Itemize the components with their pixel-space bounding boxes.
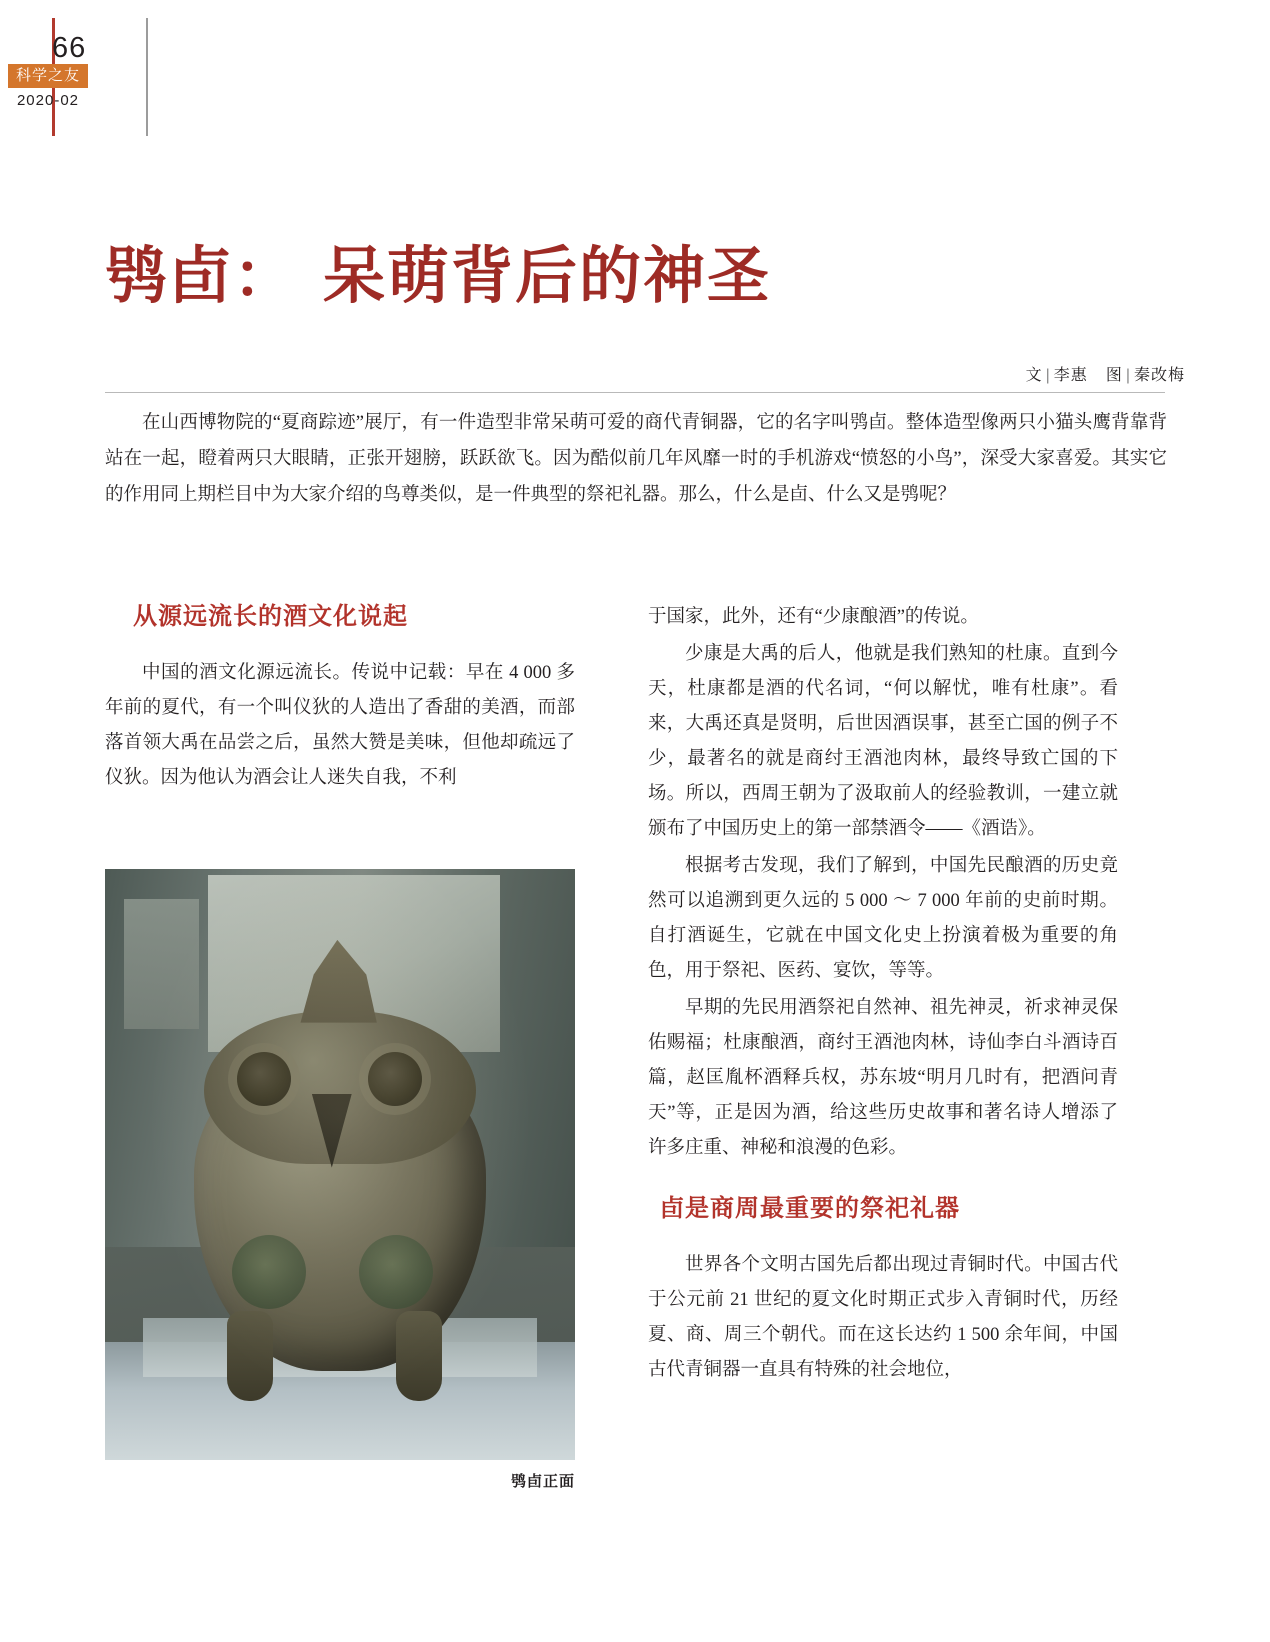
right-paragraph-2: 根据考古发现，我们了解到，中国先民酿酒的历史竟然可以追溯到更久远的 5 000 ～ 7 000 年前的史前时期。自打酒诞生，它就在中国文化史上扮演着极为重要的角色，用于祭祀、医药、宴饮，等等。 xyxy=(648,856,1118,981)
right-paragraph-4: 世界各个文明古国先后都出现过青铜时代。中国古代于公元前 21 世纪的夏文化时期正式步入青铜时代，历经夏、商、周三个朝代。而在这长达约 1 500 余年间，中国古代青铜器一直具有特殊的社会地位， xyxy=(648,1255,1118,1380)
title-part-2: 呆萌背后的神圣 xyxy=(323,242,772,311)
article-title-block xyxy=(105,238,1165,318)
photo-light-glow xyxy=(105,869,575,1460)
byline-photo-label: 图 xyxy=(1105,367,1123,384)
right-paragraph-1: 少康是大禹的后人，他就是我们熟知的杜康。直到今天，杜康都是酒的代名词，“何以解忧，唯有杜康”。看来，大禹还真是贤明，后世因酒误事，甚至亡国的例子不少，最著名的就是商纣王酒池肉林，最终导致亡国的下场。所以，西周王朝为了汲取前人的经验教训，一建立就颁布了中国历史上的第一部禁酒令——《酒诰》。 xyxy=(648,644,1118,839)
left-paragraph-1: 中国的酒文化源远流长。传说中记载：早在 4 000 多年前的夏代，有一个叫仪狄的人造出了香甜的美酒，而部落首领大禹在品尝之后，虽然大赞是美味，但他却疏远了仪狄。因为他认为酒会让人迷失自我，不利 xyxy=(105,663,575,788)
page-number: 66 xyxy=(52,32,87,64)
divider-rule xyxy=(105,392,1165,393)
magazine-brand-badge: 科学之友 xyxy=(8,64,88,88)
section-heading-2: 卣是商周最重要的祭祀礼器 xyxy=(660,1195,960,1222)
article-figure xyxy=(105,869,575,1491)
figure-caption: 鸮卣正面 xyxy=(510,1473,575,1490)
left-column xyxy=(105,600,575,798)
byline-photographer: 秦改梅 xyxy=(1133,367,1185,384)
page-title xyxy=(105,238,1165,316)
byline-text-label: 文 xyxy=(1025,367,1043,384)
right-column xyxy=(648,600,1118,1390)
lead-paragraph: 在山西博物院的“夏商踪迹”展厅，有一件造型非常呆萌可爱的商代青铜器，它的名字叫鸮卣。整体造型像两只小猫头鹰背靠背站在一起，瞪着两只大眼睛，正张开翅膀，跃跃欲飞。因为酷似前几年风靡一时的手机游戏“愤怒的小鸟”，深受大家喜爱。其实它的作用同上期栏目中为大家介绍的鸟尊类似，是一件典型的祭祀礼器。那么，什么是卣、什么又是鸮呢？ xyxy=(105,413,1167,505)
right-paragraph-continuation: 于国家，此外，还有“少康酿酒”的传说。 xyxy=(648,607,979,627)
section-heading-1: 从源远流长的酒文化说起 xyxy=(133,603,408,630)
byline-author: 李惠 xyxy=(1053,367,1088,384)
folio-rule-right xyxy=(146,18,148,136)
issue-date: 2020-02 xyxy=(16,92,80,109)
bronze-owl-photo xyxy=(105,869,575,1460)
title-part-1: 鸮卣： xyxy=(105,242,298,311)
byline: 文 | 李惠 图 | 秦改梅 xyxy=(1025,367,1185,384)
right-paragraph-3: 早期的先民用酒祭祀自然神、祖先神灵，祈求神灵保佑赐福；杜康酿酒，商纣王酒池肉林，诗仙李白斗酒诗百篇，赵匡胤杯酒释兵权，苏东坡“明月几时有，把酒问青天”等，正是因为酒，给这些历史故事和著名诗人增添了许多庄重、神秘和浪漫的色彩。 xyxy=(648,998,1118,1158)
